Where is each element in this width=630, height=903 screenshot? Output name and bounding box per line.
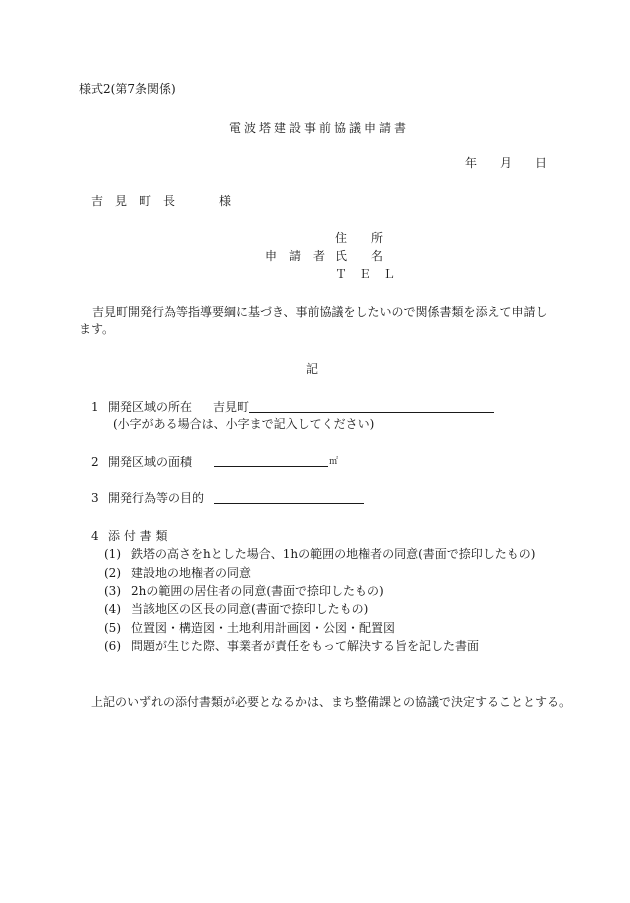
- location-prefix: 吉見町: [213, 400, 250, 414]
- applicant-tel-label: Ｔ Ｅ Ｌ: [335, 267, 396, 281]
- item1-number: 1: [91, 400, 99, 414]
- item1-label: 開発区域の所在: [108, 400, 193, 414]
- item4-number: 4: [91, 529, 99, 543]
- intro-paragraph: 吉見町開発行為等指導要綱に基づき、事前協議をしたいので関係書類を添えて申請します。: [79, 305, 548, 336]
- date-day-label: 日: [535, 156, 548, 170]
- purpose-field[interactable]: [214, 503, 364, 504]
- item2-label: 開発区域の面積: [108, 455, 193, 469]
- attachment-num: (1): [104, 547, 121, 561]
- attachment-num: (6): [104, 639, 121, 653]
- location-note: (小字がある場合は、小字まで記入してください): [113, 417, 375, 431]
- addressee-name: 吉 見 町 長: [91, 194, 176, 208]
- applicant-name-label: 氏 名: [335, 249, 384, 263]
- attachment-text: 位置図・構造図・土地利用計画図・公図・配置図: [131, 621, 396, 635]
- attachment-text: 2hの範囲の居住者の同意(書面で捺印したもの): [131, 584, 384, 598]
- item4-label: 添 付 書 類: [108, 529, 168, 543]
- applicant-address-label: 住 所: [335, 231, 384, 245]
- form-number: 様式2(第7条関係): [79, 82, 176, 96]
- item3-number: 3: [91, 491, 99, 505]
- attachment-num: (3): [104, 584, 121, 598]
- attachment-text: 建設地の地権者の同意: [131, 566, 252, 580]
- attachment-num: (4): [104, 602, 121, 616]
- page-title: 電波塔建設事前協議申請書: [229, 121, 410, 135]
- item2-number: 2: [91, 455, 99, 469]
- attachment-num: (5): [104, 621, 121, 635]
- footer-note: 上記のいずれの添付書類が必要となるかは、まち整備課との協議で決定することとする。: [91, 695, 572, 709]
- ki-heading: 記: [306, 362, 319, 376]
- attachment-num: (2): [104, 566, 121, 580]
- attachment-text: 鉄塔の高さをhとした場合、1hの範囲の地権者の同意(書面で捺印したもの): [131, 547, 536, 561]
- item3-label: 開発行為等の目的: [108, 491, 205, 505]
- area-field[interactable]: [214, 466, 328, 467]
- date-month-label: 月: [500, 156, 513, 170]
- attachment-text: 当該地区の区長の同意(書面で捺印したもの): [131, 602, 369, 616]
- addressee-honorific: 様: [219, 194, 232, 208]
- attachment-text: 問題が生じた際、事業者が責任をもって解決する旨を記した書面: [131, 639, 480, 653]
- location-field[interactable]: [249, 412, 494, 413]
- date-year-label: 年: [465, 156, 478, 170]
- area-unit: ㎡: [329, 457, 339, 467]
- applicant-label: 申 請 者: [265, 249, 326, 263]
